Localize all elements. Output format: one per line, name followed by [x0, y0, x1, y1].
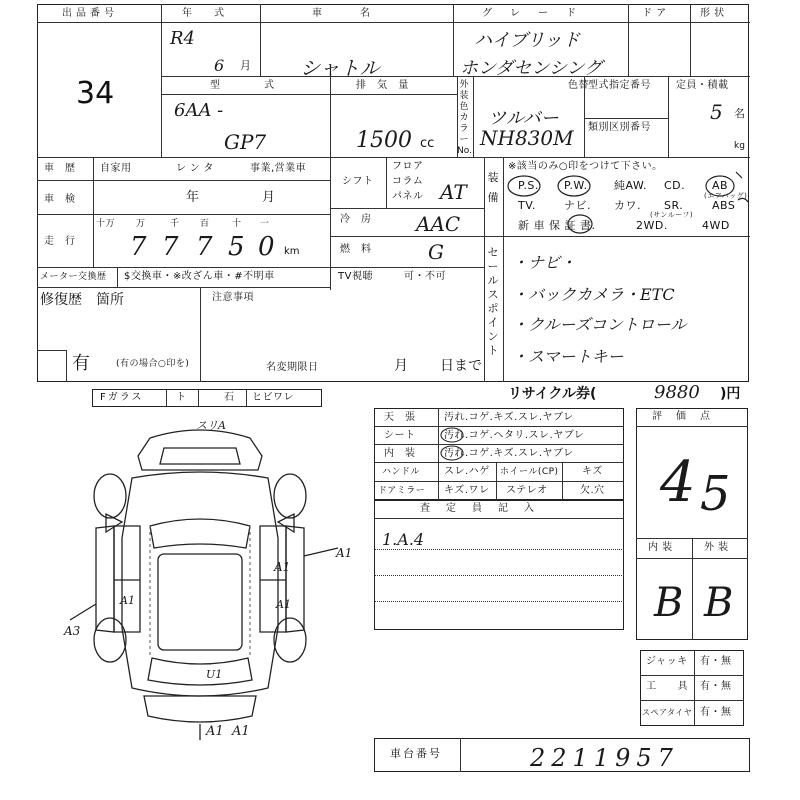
mileage-digit-4: 5 — [228, 232, 245, 262]
car-diagram — [40, 408, 360, 748]
exterior-grade: B — [704, 580, 734, 626]
mileage-unit-10: 十 — [232, 219, 242, 229]
shift-opt-floor: フロア — [392, 161, 424, 172]
deadline-label: 名変期限日 — [266, 362, 319, 373]
equip-navi: ナビ. — [564, 199, 591, 212]
repair-note: (有の場合○印を) — [116, 359, 190, 369]
cond-handle-label: ハンドル — [382, 467, 421, 477]
grade-line1: ハイブリッド — [474, 30, 581, 51]
mileage-unit-1k: 千 — [170, 219, 180, 229]
cond-mirror-label: ドアミラー — [378, 486, 426, 496]
mileage-unit-100: 百 — [200, 219, 210, 229]
month-unit: 月 — [240, 59, 251, 72]
mark-rear-window: U1 — [206, 668, 223, 681]
lot-number: 34 — [76, 76, 115, 111]
equip-ab-note: (エアバッグ) — [704, 192, 748, 200]
mark-left-door: A1 — [120, 594, 135, 607]
type-label: 型 式 — [210, 80, 282, 91]
repair-label: 修復歴 箇所 — [40, 292, 124, 308]
tool-tools-label: 工 具 — [646, 681, 688, 692]
equip-2wd: 2WD. — [636, 219, 668, 232]
capacity-kg: kg — [734, 141, 745, 151]
recycle-unit: )円 — [720, 386, 741, 402]
interior-label: 内 装 — [648, 542, 673, 553]
remarks-label: 注意事項 — [212, 292, 254, 303]
exterior-label: 外 装 — [704, 542, 729, 553]
fuel-value: G — [428, 240, 444, 264]
equip-4wd: 4WD — [702, 219, 730, 232]
color-label: 外 装 色 カ ラ ー No. — [457, 80, 472, 156]
cond-ceiling-opts: 汚れ.コゲ.キズ.スレ.ヤブレ — [444, 412, 574, 423]
chassis-label: 車台番号 — [390, 747, 442, 760]
cond-seat-label: シート — [384, 430, 416, 441]
deadline-month: 月 — [394, 358, 408, 374]
cond-interior-label: 内 装 — [384, 448, 416, 459]
color-value-1: ツルバー — [488, 108, 559, 129]
tv-options: 可・不可 — [404, 271, 446, 282]
equip-sr-note: (サンルーフ) — [650, 211, 694, 219]
equip-abs: ABS — [712, 199, 736, 212]
condition-circles — [438, 426, 468, 462]
mileage-digit-3: 7 — [196, 232, 213, 262]
cond-interior-opts: 汚れ.コゲ.キズ.スレ.ヤブレ — [444, 448, 574, 459]
tool-jack-label: ジャッキ — [646, 656, 688, 667]
interior-grade: B — [654, 580, 684, 626]
mileage-km: km — [284, 246, 300, 257]
tool-spare-value: 有・無 — [700, 707, 732, 718]
inspection-year: 年 — [186, 190, 200, 205]
mark-right-door: A1 — [274, 560, 291, 574]
glass-crack: ヒビワレ — [252, 392, 294, 403]
equip-sr: SR. — [664, 199, 684, 212]
door-label: ド ア — [642, 8, 667, 19]
mark-right-rear: A1 — [276, 598, 291, 611]
mileage-digit-5: 0 — [258, 232, 275, 262]
year-value: R4 — [170, 28, 196, 49]
year-label: 年 式 — [182, 8, 230, 19]
equip-ps: P.S. — [518, 179, 539, 192]
displacement-unit: cc — [420, 136, 435, 151]
history-opt-private: 自家用 — [100, 163, 132, 174]
sales-point-2: ・バックカメラ・ETC — [512, 285, 675, 304]
ac-label: 冷 房 — [340, 214, 372, 225]
cond-stereo-label: ステレオ — [506, 485, 548, 496]
shape-label: 形 状 — [700, 8, 725, 19]
color-change-label: 色替 — [568, 80, 589, 91]
mark-rear-bumper: A1 — [206, 724, 224, 739]
equip-kawa: カワ. — [614, 199, 641, 212]
mark-left-pointer: A3 — [64, 624, 81, 638]
equip-tv: TV. — [518, 199, 536, 212]
shift-opt-panel: パネル — [392, 191, 424, 202]
inspector-box — [374, 500, 624, 630]
meter-label: メーター交換歴 — [40, 272, 107, 282]
inspector-value: 1.A.4 — [382, 530, 425, 549]
history-opt-rental: レンタ — [176, 163, 218, 174]
glass-stone: 石 — [224, 392, 235, 403]
cond-mirror-opts: キズ.ワレ — [444, 485, 490, 496]
evaluation-label: 評 価 点 — [652, 411, 712, 422]
cond-stereo-opts: 欠.穴 — [580, 485, 605, 496]
displacement-label: 排 気 量 — [356, 80, 413, 91]
inspection-month: 月 — [262, 190, 276, 205]
ac-value: AAC — [416, 212, 461, 236]
shift-value: AT — [440, 180, 467, 204]
lot-label: 出品番号 — [62, 8, 118, 19]
cond-wheel-opts: キズ — [582, 466, 603, 477]
mileage-unit-10k: 万 — [136, 219, 146, 229]
deadline-day: 日まで — [440, 358, 482, 374]
model-spec-label: 型式指定番号 — [588, 80, 651, 91]
equip-aw: 純AW. — [614, 179, 648, 192]
grade-label: グ レ ー ド — [482, 8, 580, 19]
mileage-digit-1: 7 — [130, 232, 147, 262]
sales-point-3: ・クルーズコントロール — [512, 315, 687, 334]
glass-to: ト — [176, 392, 187, 403]
evaluation-score-main: 4 — [660, 450, 696, 515]
mark-left-fender: A1 — [232, 724, 250, 739]
tool-spare-label: スペアタイヤ — [642, 708, 693, 717]
classification-label: 類別区別番号 — [588, 122, 651, 133]
history-opt-business: 事業,営業車 — [250, 163, 307, 174]
tv-label: TV視聴 — [338, 271, 373, 282]
color-value-2: NH830M — [480, 126, 574, 150]
mark-right-pointer: A1 — [336, 546, 353, 560]
equip-warranty: 新 車 保 証 書. — [518, 219, 596, 232]
type-value-1: 6AA - — [174, 100, 224, 121]
sales-point-4: ・スマートキー — [512, 347, 624, 366]
month-value: 6 — [214, 56, 225, 75]
recycle-label: リサイクル券( — [508, 386, 597, 402]
cond-wheel-label: ホイール(CP) — [500, 467, 559, 477]
displacement-value: 1500 — [356, 128, 412, 153]
repair-value: 有 — [72, 353, 90, 374]
equip-ab: AB — [712, 179, 729, 192]
equip-pw: P.W. — [564, 179, 588, 192]
capacity-value: 5 — [710, 100, 723, 124]
mark-front: スリA — [196, 419, 226, 432]
chassis-value: 2211957 — [530, 744, 679, 772]
capacity-label: 定員・積載 — [676, 80, 729, 91]
sales-points-label: セ ー ル ス ポ イ ン ト — [487, 246, 499, 357]
mileage-unit-100k: 十万 — [96, 219, 116, 229]
type-value-2: GP7 — [224, 130, 267, 154]
evaluation-score-sub: 5 — [700, 466, 731, 522]
cond-seat-opts: 汚れ.コゲ.ヘタリ.スレ.ヤブレ — [444, 430, 585, 441]
cond-handle-opts: スレ.ハゲ — [444, 466, 490, 477]
shift-label: シフト — [342, 176, 374, 187]
recycle-value: 9880 — [654, 382, 700, 403]
equip-cd: CD. — [664, 179, 686, 192]
equipment-label: 装 備 — [487, 171, 499, 204]
equipment-circles — [500, 168, 750, 238]
mileage-digit-2: 7 — [162, 232, 179, 262]
equipment-note: ※該当のみ○印をつけて下さい。 — [508, 161, 663, 172]
sales-point-1: ・ナビ・ — [512, 253, 577, 272]
car-name-value: シャトル — [300, 56, 380, 80]
capacity-unit: 名 — [734, 107, 745, 120]
inspector-label: 査 定 員 記 入 — [420, 503, 537, 514]
glass-f: Fガラス — [100, 392, 144, 403]
mileage-label: 走 行 — [44, 236, 76, 247]
cond-ceiling-label: 天 張 — [384, 412, 416, 423]
tool-jack-value: 有・無 — [700, 656, 732, 667]
shift-opt-column: コラム — [392, 176, 424, 187]
meter-notes: $交換車・※改ざん車・#不明車 — [124, 271, 275, 282]
mileage-unit-1: 一 — [260, 219, 270, 229]
history-label: 車 歴 — [44, 163, 76, 174]
fuel-label: 燃 料 — [340, 244, 372, 255]
inspection-label: 車 検 — [44, 194, 76, 205]
car-name-label: 車 名 — [312, 8, 376, 19]
tool-tools-value: 有・無 — [700, 681, 732, 692]
grade-line2: ホンダセンシング — [460, 58, 603, 79]
